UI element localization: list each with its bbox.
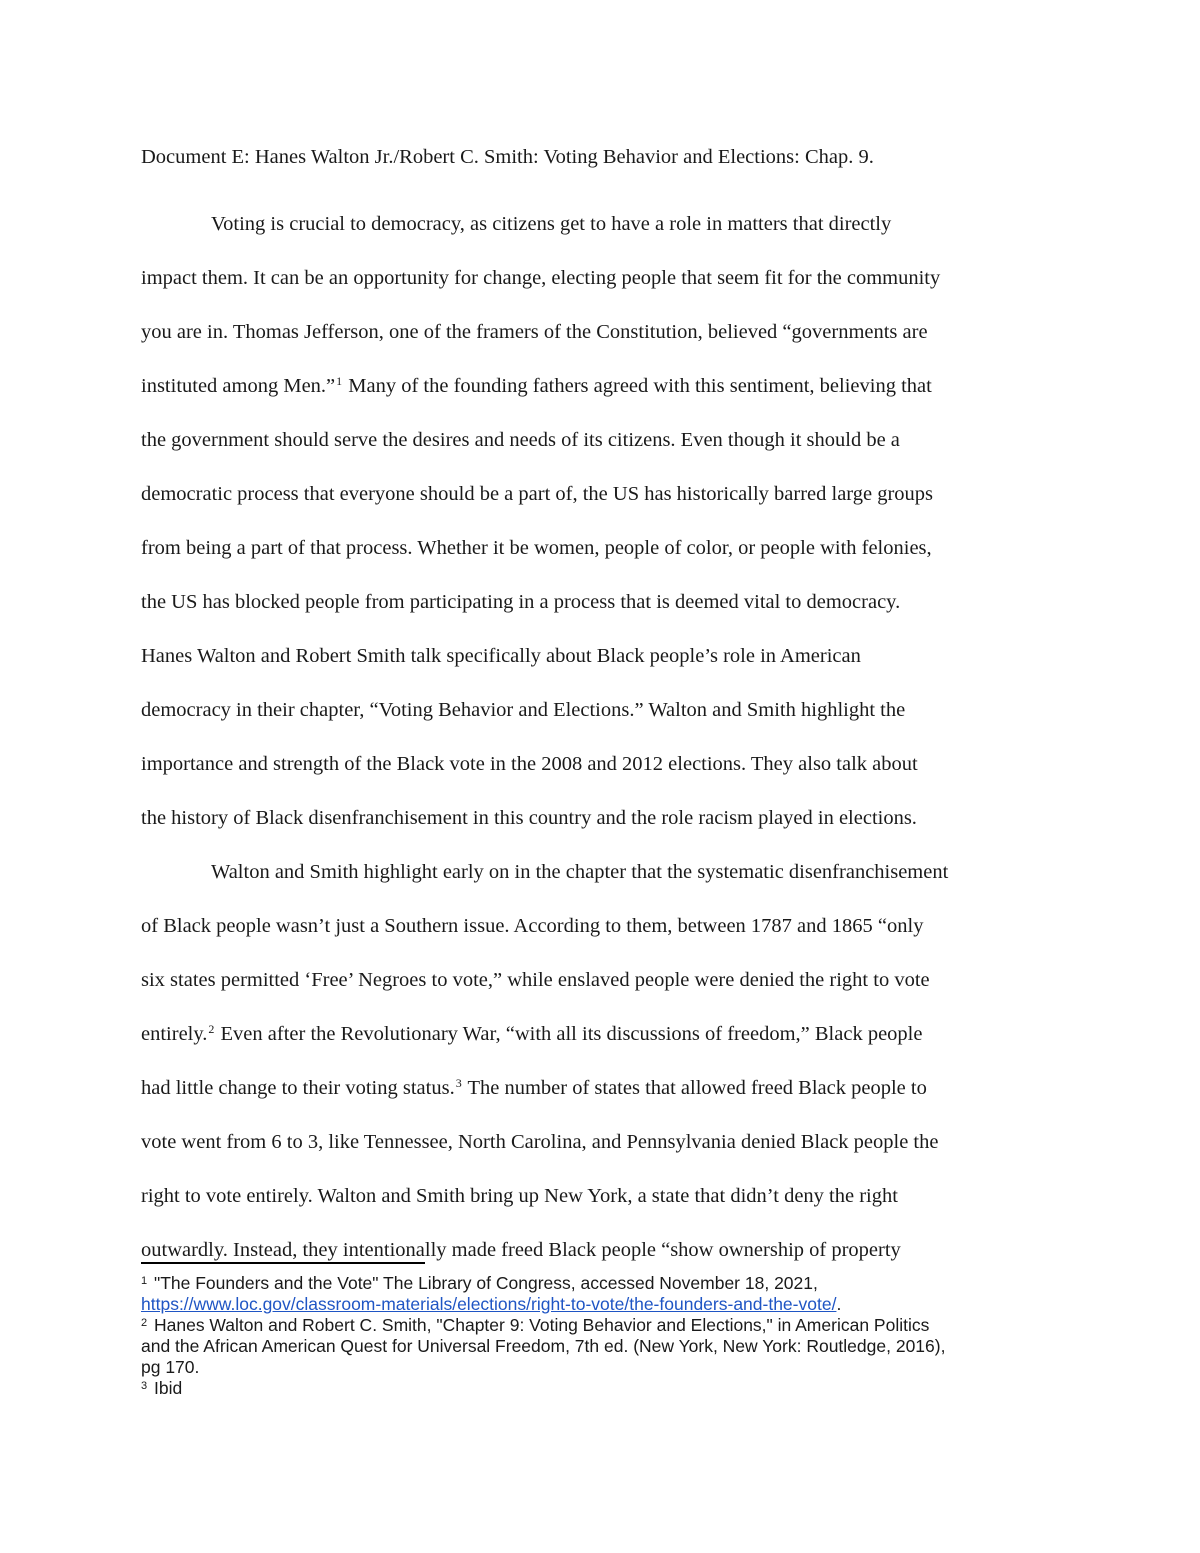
footnote-2-cont: and the African American Quest for Universal Freedom, 7th ed. (New York, New York: Routledge, 2016), [141,1336,946,1356]
footnote-text: Ibid [149,1378,183,1398]
footnote-1-cont [141,1294,1041,1315]
text-line [141,359,1061,413]
text-line: six states permitted ‘Free’ Negroes to vote,” while enslaved people were denied the right to vote [141,969,930,991]
text-line: Hanes Walton and Robert Smith talk specifically about Black people’s role in American [141,645,861,667]
text-line: the US has blocked people from participating in a process that is deemed vital to democracy. [141,591,901,613]
text-line: from being a part of that process. Whether it be women, people of color, or people with felonies, [141,537,932,559]
footnote-text: Hanes Walton and Robert C. Smith, "Chapter 9: Voting Behavior and Elections," in American Politics [149,1315,930,1335]
footnote-1 [141,1273,1041,1294]
text-segment: The number of states that allowed freed Black people to [462,1077,927,1099]
paragraph-1 [141,197,1061,845]
footnote-separator [141,1262,425,1264]
footnote-mark: 3 [141,1380,148,1393]
text-line: Voting is crucial to democracy, as citizens get to have a role in matters that directly [211,213,892,235]
footnote-text: "The Founders and the Vote" The Library of Congress, accessed November 18, 2021, [149,1273,818,1293]
text-line: of Black people wasn’t just a Southern issue. According to them, between 1787 and 1865 “only [141,915,924,937]
footnotes [141,1273,1041,1399]
text-line: right to vote entirely. Walton and Smith bring up New York, a state that didn’t deny the right [141,1185,898,1207]
footnote-ref-1[interactable]: 1 [336,374,343,389]
document-heading: Document E: Hanes Walton Jr./Robert C. Smith: Voting Behavior and Elections: Chap. 9. [141,146,874,168]
footnote-3 [141,1378,1041,1399]
footnote-link[interactable]: https://www.loc.gov/classroom-materials/elections/right-to-vote/the-founders-and-the-vote/ [141,1294,837,1314]
text-line: impact them. It can be an opportunity for change, electing people that seem fit for the community [141,267,941,289]
text-line: vote went from 6 to 3, like Tennessee, North Carolina, and Pennsylvania denied Black people the [141,1131,939,1153]
footnote-2 [141,1315,1041,1336]
text-line: democratic process that everyone should be a part of, the US has historically barred large groups [141,483,934,505]
footnote-2-cont: pg 170. [141,1357,200,1377]
text-line: democracy in their chapter, “Voting Behavior and Elections.” Walton and Smith highlight the [141,699,906,721]
text-line: the history of Black disenfranchisement in this country and the role racism played in elections. [141,807,917,829]
footnote-mark: 2 [141,1317,148,1330]
text-line: Walton and Smith highlight early on in the chapter that the systematic disenfranchisement [211,861,949,883]
text-line: outwardly. Instead, they intentionally made freed Black people “show ownership of property [141,1239,901,1261]
text-line: importance and strength of the Black vote in the 2008 and 2012 elections. They also talk about [141,753,918,775]
text-segment: had little change to their voting status. [141,1077,455,1099]
text-segment: Many of the founding fathers agreed with this sentiment, believing that [343,375,932,397]
paragraph-2 [141,845,1061,1277]
text-segment: entirely. [141,1023,208,1045]
text-line [141,1061,1061,1115]
footnote-mark: 1 [141,1275,148,1288]
text-segment: instituted among Men.” [141,375,336,397]
text-segment: Even after the Revolutionary War, “with all its discussions of freedom,” Black people [215,1023,923,1045]
text-line: the government should serve the desires and needs of its citizens. Even though it should be a [141,429,900,451]
document-body [141,142,1061,1277]
text-line: you are in. Thomas Jefferson, one of the framers of the Constitution, believed “governments are [141,321,928,343]
footnote-ref-2[interactable]: 2 [208,1022,215,1037]
footnote-text: . [836,1294,842,1314]
footnote-ref-3[interactable]: 3 [455,1076,462,1091]
text-line [141,1007,1061,1061]
